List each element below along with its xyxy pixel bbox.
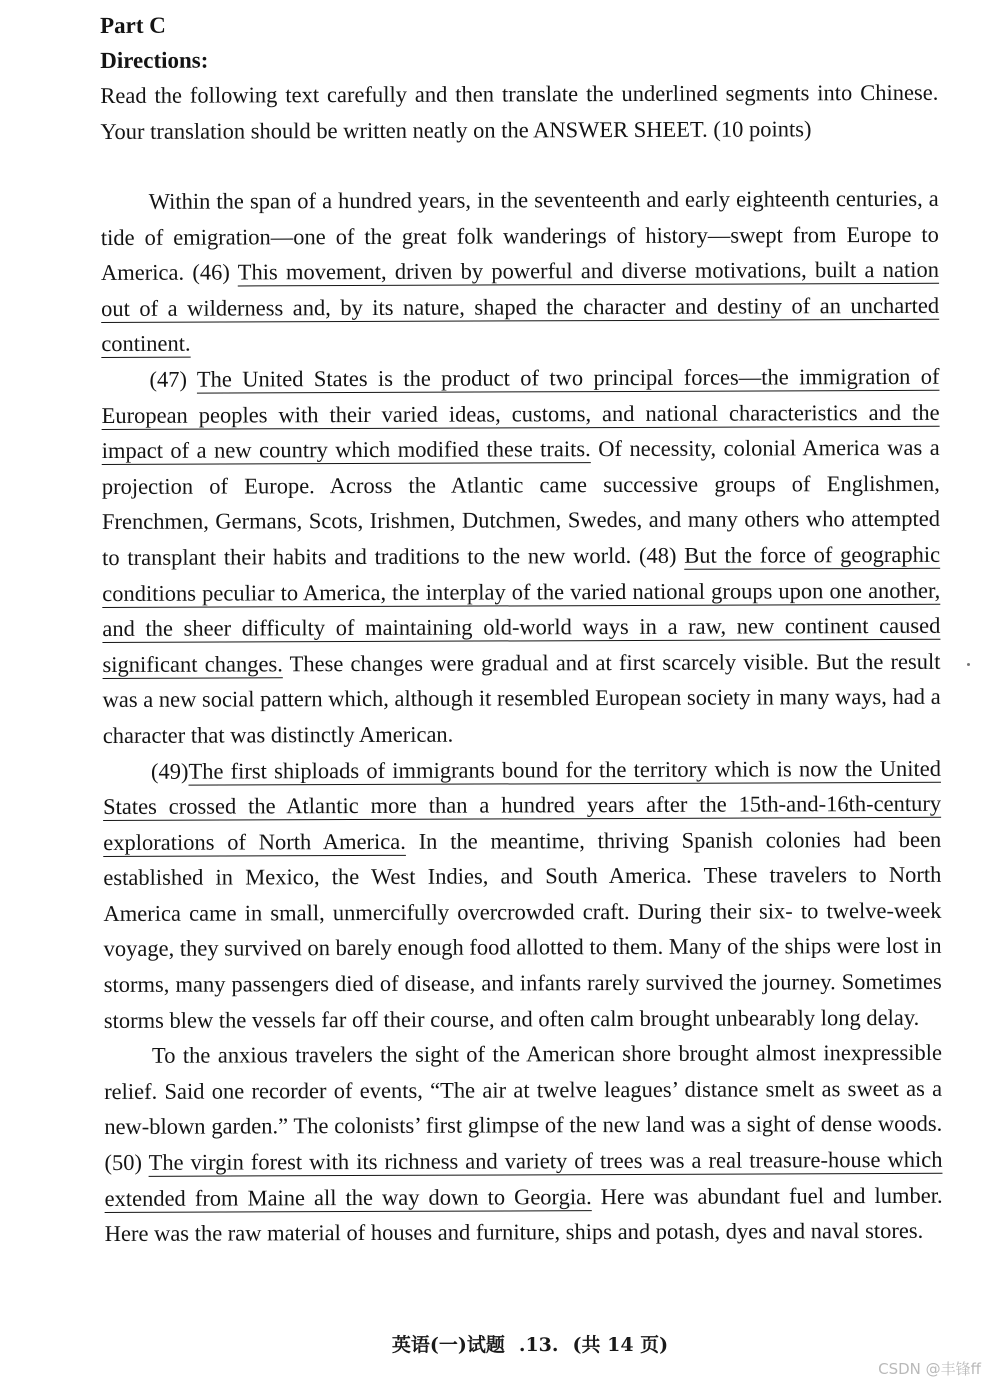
footer-subject: 英语(一)试题 (391, 1334, 505, 1356)
underlined-segment: But the force of geographic conditions peculiar to America, the interplay of the varied national groups upon one another, and the sheer difficulty of maintaining old-world ways in a raw, new continent caused significant changes. (102, 541, 941, 677)
underlined-segment: The virgin forest with its richness and variety of trees was a real treasure-house which extended from Maine all the way down to Georgia. (104, 1146, 943, 1211)
text-segment: Here was abundant fuel and lumber. Here was the raw material of houses and furniture, ships and potash, dyes and naval stores. (104, 1182, 943, 1247)
exam-page (100, 5, 943, 1252)
text-segment: These changes were gradual and at first scarcely visible. But the result was a new social pattern which, although it resembled European society in many ways, had a character that was distinctly American. (102, 648, 941, 748)
text-segment: Of necessity, colonial America was a projection of Europe. Across the Atlantic came successive groups of Englishmen, Frenchmen, Germans, Scots, Irishmen, Dutchmen, Swedes, and many others who attempted to transplant their habits and traditions to the new world. (48) (101, 434, 941, 570)
directions-label: Directions: (100, 47, 209, 73)
passage-paragraph (101, 359, 940, 754)
text-segment: (49) (150, 758, 189, 784)
underlined-segment: The United States is the product of two principal forces—the immigration of European peoples with their varied ideas, customs, and national characteristics and the impact of a new country which modified these traits. (101, 363, 940, 464)
footer-page-number: .13. (518, 1334, 559, 1356)
passage-paragraph (103, 750, 942, 1038)
passage-paragraph (104, 1035, 943, 1252)
underlined-segment: This movement, driven by powerful and diverse motivations, built a nation out of a wilderness and, by its nature, shaped the character and destiny of an uncharted continent. (101, 256, 940, 357)
text-segment: In the meantime, thriving Spanish colonies had been established in Mexico, the West Indies, and South America. These travelers to North America came in small, unmercifully overcrowded craft. During their six- to twelve-week voyage, they survived on barely enough food allotted to them. Many of the ships were lost in storms, many passengers died of disease, and infants rarely survived the journey. Sometimes storms blew the vessels far off their course, and often calm brought unbearably long delay. (103, 826, 942, 1033)
underlined-segment: The first shiploads of immigrants bound for the territory which is now the United States crossed the Atlantic more than a hundred years after the 15th-and-16th-century explorations of North America. (103, 755, 942, 855)
text-segment: To the anxious travelers the sight of the American shore brought almost inexpressible relief. Said one recorder of events, “The air at twelve leagues’ distance smelt as sweet as a new-blown garden.” The colonists’ first glimpse of the new land was a sight of dense woods. (50) (104, 1040, 943, 1176)
footer-total-pages: (共 14 页) (572, 1334, 669, 1356)
page-footer (0, 1330, 987, 1357)
part-title: Part C (100, 12, 166, 38)
scan-speck (967, 663, 970, 666)
watermark: CSDN @丰锋ff (878, 1360, 981, 1378)
directions-text: Read the following text carefully and then translate the underlined segments into Chinese. Your translation should be written neatly on the ANSWER SHEET. (10 points) (100, 79, 939, 144)
passage-paragraph (101, 181, 940, 362)
text-segment: (47) (149, 366, 197, 392)
text-segment: Within the span of a hundred years, in the seventeenth and early eighteenth centuries, a tide of emigration—one of the great folk wanderings of history—swept from Europe to America. (46) (100, 185, 939, 286)
